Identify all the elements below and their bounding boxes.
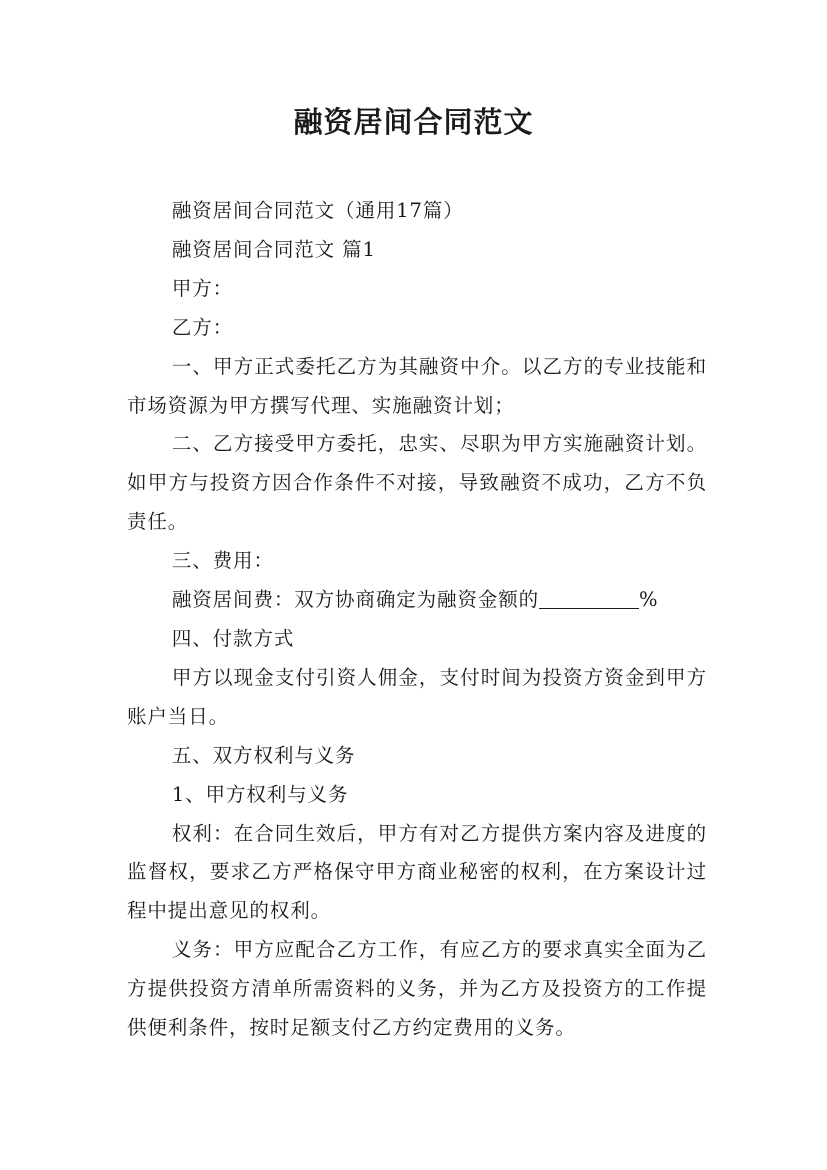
paragraph-section-heading: 融资居间合同范文 篇1 (171, 237, 376, 261)
fee-blank-field (539, 589, 639, 610)
paragraph-clause-3-heading: 三、费用： (171, 549, 274, 573)
paragraph-payment-method: 甲方以现金支付引资人佣金，支付时间为投资方资金到甲方账户当日。 (127, 665, 707, 728)
paragraph-clause-4-heading: 四、付款方式 (171, 626, 295, 650)
paragraph-clause-1: 一、甲方正式委托乙方为其融资中介。以乙方的专业技能和市场资源为甲方撰写代理、实施融资计划； (127, 354, 707, 417)
paragraph-clause-2: 二、乙方接受甲方委托，忠实、尽职为甲方实施融资计划。如甲方与投资方因合作条件不对接，导致融资不成功，乙方不负责任。 (127, 432, 707, 534)
fee-line-prefix: 融资居间费：双方协商确定为融资金额的 (171, 588, 540, 612)
paragraph-party-a-obligations: 义务：甲方应配合乙方工作，有应乙方的要求真实全面为乙方提供投资方清单所需资料的义务，并为乙方及投资方的工作提供便利条件，按时足额支付乙方约定费用的义务。 (127, 938, 707, 1040)
paragraph-clause-5-heading: 五、双方权利与义务 (171, 743, 356, 767)
paragraph-party-b: 乙方： (171, 315, 234, 339)
paragraph-party-a-rights: 权利：在合同生效后，甲方有对乙方提供方案内容及进度的监督权，要求乙方严格保守甲方商业秘密的权利，在方案设计过程中提出意见的权利。 (127, 821, 707, 923)
document-body (127, 192, 707, 1048)
document-title: 融资居间合同范文 (293, 105, 534, 139)
paragraph-party-a-rights-heading: 1、甲方权利与义务 (171, 782, 349, 806)
fee-line-suffix: % (639, 588, 659, 612)
paragraph-fee-line (127, 581, 707, 620)
paragraph-party-a: 甲方： (171, 276, 234, 300)
paragraph-subtitle: 融资居间合同范文（通用17篇） (171, 199, 464, 222)
